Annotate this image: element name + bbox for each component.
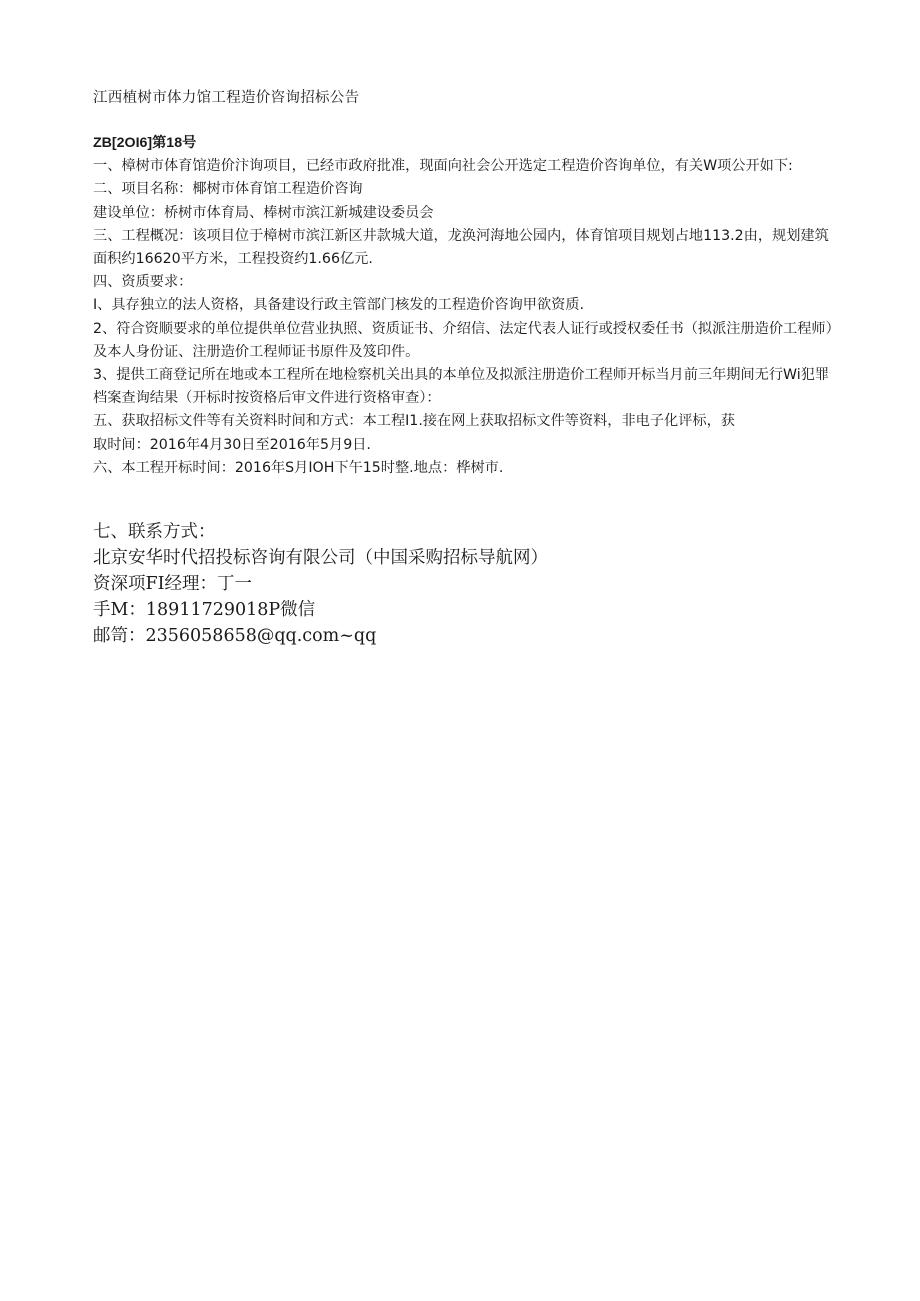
announcement-body: [93, 132, 833, 480]
paragraph-qualification-2: 2、符合资顺要求的单位提供单位营业执照、资质证书、介绍信、法定代表人证行或授权委任书（拟派注册造价工程师）及本人身份证、注册造价工程师证书原件及笈印件。: [93, 320, 833, 360]
paragraph-obtain-documents: 五、获取招标文件等有关资料时间和方式：本工程I1.接在网上获取招标文件等资料，非电子化评标，获: [93, 413, 735, 430]
contact-email: 邮笥：2356058658@qq.com~qq: [93, 626, 377, 646]
paragraph-project-name: 二、项目名称：椰树市体育馆工程造价咨询: [93, 181, 363, 198]
paragraph-qualification-1: I、具存独立的法人资格，具备建设行政主管部门核发的工程造价咨询甲欲资质.: [93, 297, 585, 314]
paragraph-construction-unit: 建设单位：桥树市体育局、棒树市滨江新城建设委员会: [93, 204, 434, 221]
reference-number: ZB[2OI6]第18号: [93, 135, 197, 151]
paragraph-qualification-heading: 四、资质要求：: [93, 274, 193, 291]
contact-phone: 手M：18911729018P微信: [93, 600, 316, 620]
paragraph-bid-opening: 六、本工程开标时间：2016年S月IOH下午15时整.地点：桦树市.: [93, 459, 504, 476]
contact-section: [93, 519, 548, 649]
document-title: 江西植树市体力馆工程造价咨询招标公告: [93, 90, 360, 106]
paragraph-project-overview: 三、工程概况：该项目位于樟树市滨江新区井款城大道，龙涣河海地公园内，体育馆项目规划占地113.2由，规划建筑面积约16620平方米，工程投资约1.66亿元.: [93, 227, 829, 268]
contact-company: 北京安华时代招投标咨询有限公司（中国采购招标导航网）: [93, 548, 548, 568]
paragraph-qualification-3: 3、提供工商登记所在地或本工程所在地检察机关出具的本单位及拟派注册造价工程师开标当月前三年期间无行Wi犯罪档案查询结果（开标时按资格后审文件进行资格审查）：: [93, 367, 830, 407]
paragraph-intro: 一、樟树市体育馆造价汴询项目，已经市政府批准，现面向社会公开选定工程造价咨询单位，有关W项公开如下:: [93, 158, 793, 175]
paragraph-obtain-time: 取时间：2016年4月30日至2016年5月9日.: [93, 436, 371, 453]
contact-heading: 七、联系方式：: [93, 522, 216, 542]
contact-manager: 资深项FI经理：丁一: [93, 574, 253, 594]
